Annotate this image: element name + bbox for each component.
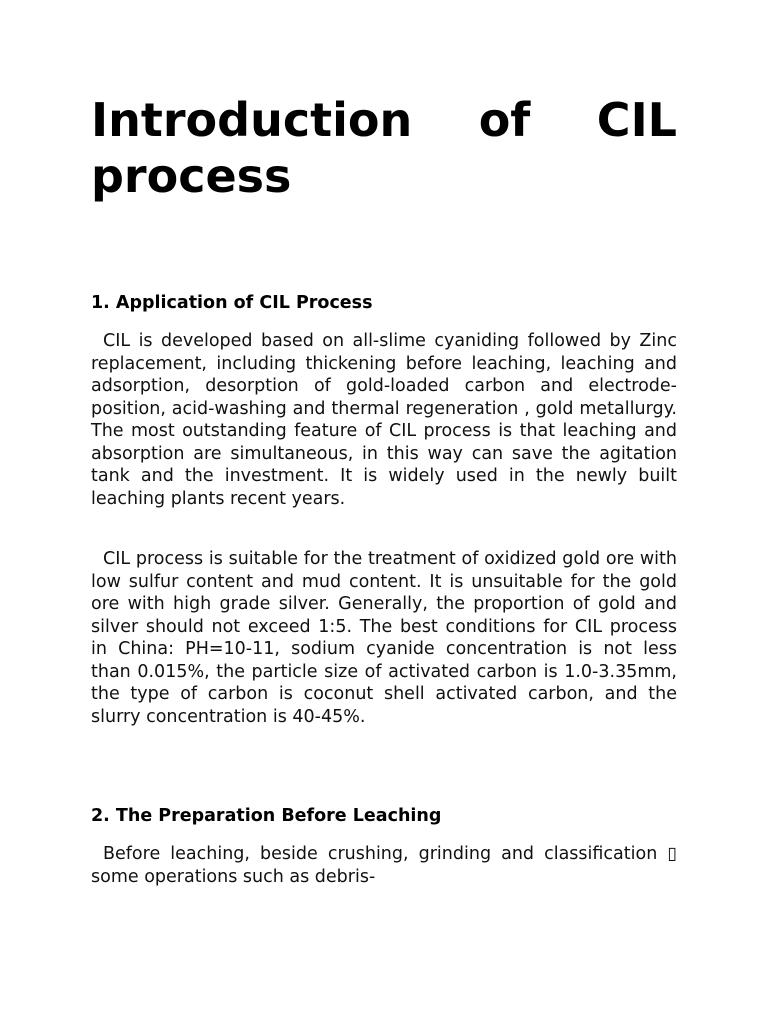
application-paragraph-1: CIL is developed based on all-slime cyaniding followed by Zinc replacement, including thickening before leaching, leaching and adsorption, desorption of gold-loaded carbon and electrode-position, acid-washing and thermal regeneration , gold metallurgy. The most outstanding feature of CIL process is that leaching and absorption are simultaneous, in this way can save the agitation tank and the investment. It is widely used in the newly built leaching plants recent years. [91,331,677,509]
section-heading-application: 1. Application of CIL Process [91,293,373,313]
application-paragraph-2: CIL process is suitable for the treatment of oxidized gold ore with low sulfur content and mud content. It is unsuitable for the gold ore with high grade silver. Generally, the proportion of gold and silver should not exceed 1:5. The best conditions for CIL process in China: PH=10-11, sodium cyanide concentration is not less than 0.015%, the particle size of activated carbon is 1.0-3.35mm, the type of carbon is coconut shell activated carbon, and the slurry concentration is 40-45%. [91,549,677,727]
title-line-1: Introduction of CIL [91,93,677,147]
section-heading-preparation: 2. The Preparation Before Leaching [91,806,442,826]
title-line-2: process [91,149,292,203]
document-title [91,92,677,204]
preparation-paragraph-1: Before leaching, beside crushing, grinding and classification ▯ some operations such as debris- [91,844,677,887]
